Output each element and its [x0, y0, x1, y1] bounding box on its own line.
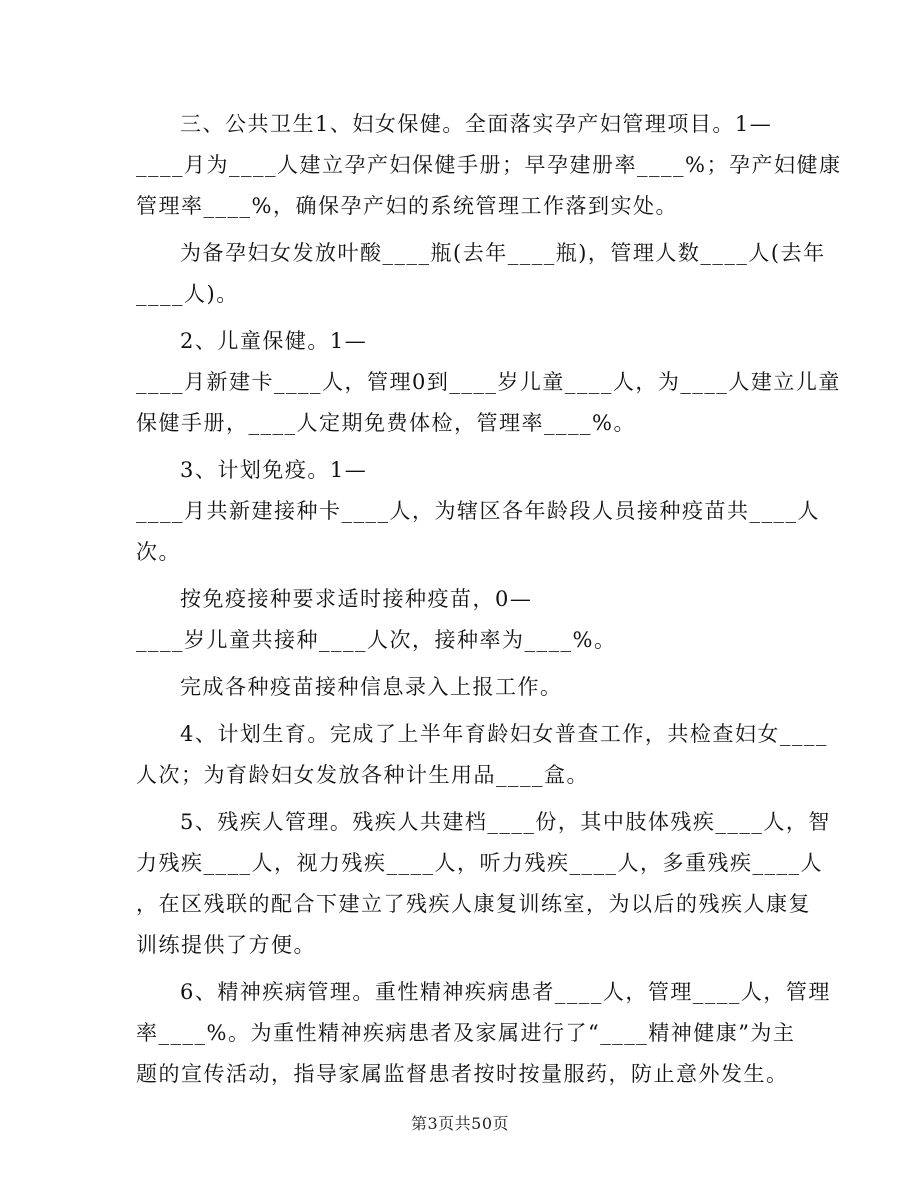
text-line: ____月为____人建立孕产妇保健手册；早孕建册率____%；孕产妇健康	[136, 153, 842, 177]
text-line: 3、计划免疫。1—	[180, 458, 368, 482]
text-line: ，在区残联的配合下建立了残疾人康复训练室，为以后的残疾人康复	[136, 892, 811, 916]
text-line: 管理率____%，确保孕产妇的系统管理工作落到实处。	[136, 194, 678, 218]
text-line: 5、残疾人管理。残疾人共建档____份，其中肢体残疾____人，智	[180, 810, 831, 834]
document-body	[136, 104, 842, 1095]
text-line: 按免疫接种要求适时接种疫苗，0—	[180, 587, 533, 611]
text-line: 6、精神疾病管理。重性精神疾病患者____人，管理____人，管理	[180, 980, 831, 1004]
text-line: 率____%。为重性精神疾病患者及家属进行了“____精神健康”为主	[136, 1021, 796, 1045]
text-line: 题的宣传活动，指导家属监督患者按时按量服药，防止意外发生。	[136, 1062, 789, 1086]
text-line: 训练提供了方便。	[136, 933, 316, 957]
text-line: 完成各种疫苗接种信息录入上报工作。	[180, 675, 563, 699]
text-line: 三、公共卫生1、妇女保健。全面落实孕产妇管理项目。1—	[180, 112, 773, 136]
text-line: ____岁儿童共接种____人次，接种率为____%。	[136, 628, 617, 652]
text-line: 2、儿童保健。1—	[180, 329, 368, 353]
text-line: ____月共新建接种卡____人，为辖区各年龄段人员接种疫苗共____人	[136, 499, 820, 523]
text-line: 人次；为育龄妇女发放各种计生用品____盒。	[136, 763, 589, 787]
text-line: 为备孕妇女发放叶酸____瓶(去年____瓶)，管理人数____人(去年	[180, 241, 826, 265]
text-line: ____月新建卡____人，管理0到____岁儿童____人，为____人建立儿童	[136, 370, 841, 394]
text-line: 4、计划生育。完成了上半年育龄妇女普查工作，共检查妇女____	[180, 722, 828, 746]
text-line: 次。	[136, 540, 181, 564]
page-footer: 第3页共50页	[410, 1114, 510, 1133]
text-line: 保健手册，____人定期免费体检，管理率____%。	[136, 411, 636, 435]
text-line: ____人)。	[136, 282, 239, 306]
text-line: 力残疾____人，视力残疾____人，听力残疾____人，多重残疾____人	[136, 851, 823, 875]
